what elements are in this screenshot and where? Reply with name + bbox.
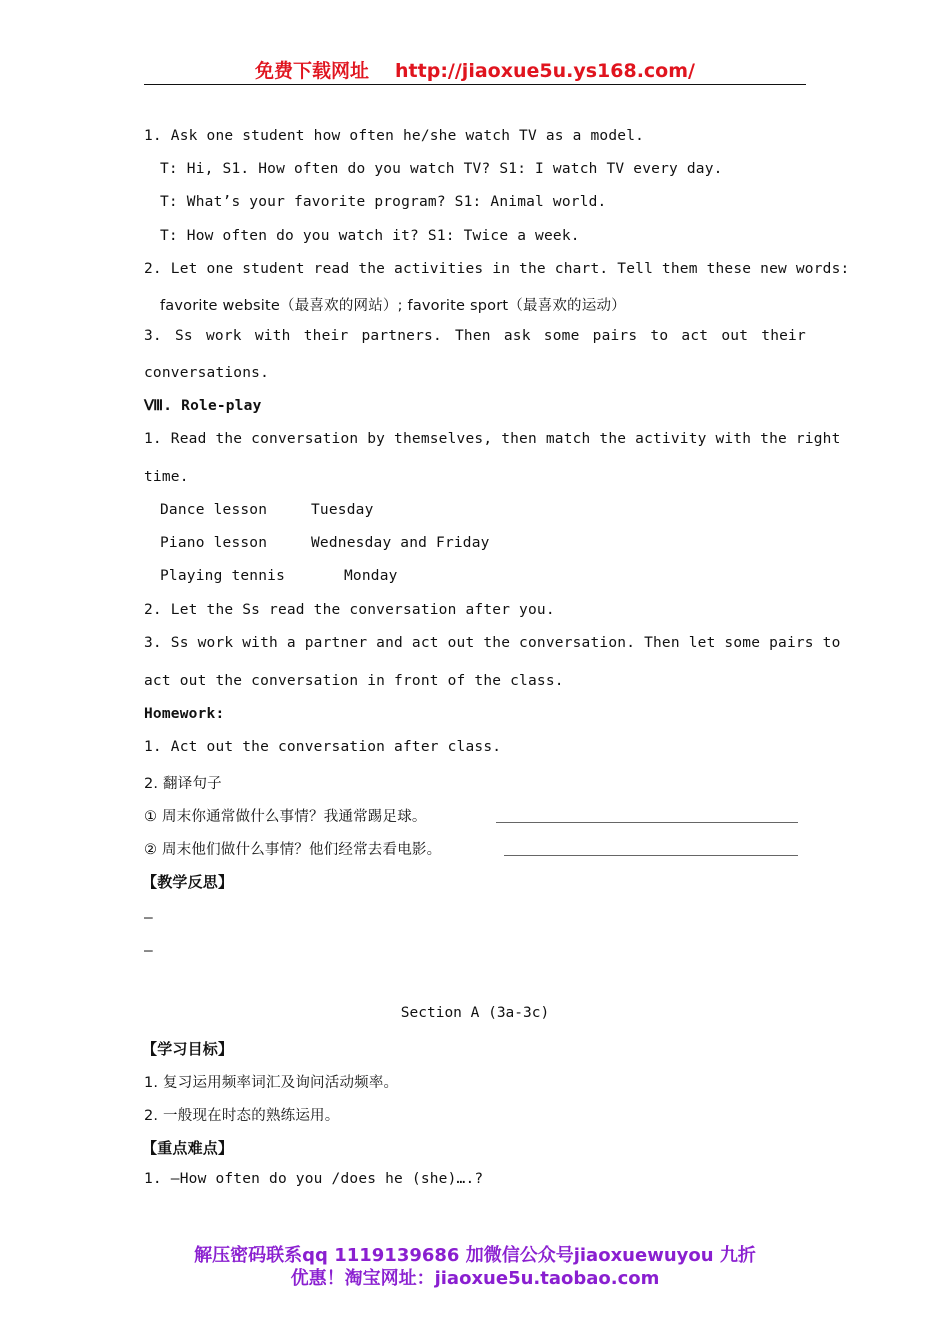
text-line: 2. 一般现在时态的熟练运用。 (144, 1108, 340, 1124)
dash-line: – (144, 943, 153, 959)
justified-word: 3. (144, 328, 162, 344)
justified-word: their (761, 328, 806, 344)
text-line: time. (144, 469, 189, 485)
justified-word: act (681, 328, 709, 344)
text-line: 1. Act out the conversation after class. (144, 739, 502, 755)
text-line: 1. —How often do you /does he (she)….? (144, 1171, 484, 1187)
text-line: 1. Ask one student how often he/she watch TV as a model. (144, 128, 645, 144)
justified-word: some (543, 328, 580, 344)
section-heading: Ⅷ. Role-play (144, 398, 262, 414)
text-line: T: Hi, S1. How often do you watch TV? S1: I watch TV every day. (160, 161, 723, 177)
text-line: 1. 复习运用频率词汇及询问活动频率。 (144, 1075, 399, 1091)
text-line: 2. Let the Ss read the conversation after you. (144, 602, 555, 618)
homework-heading: Homework: (144, 706, 225, 722)
text-line: T: How often do you watch it? S1: Twice a week. (160, 228, 580, 244)
answer-blank[interactable] (504, 855, 798, 856)
justified-word: with (254, 328, 291, 344)
justified-word: work (206, 328, 242, 344)
key-points-heading: 【重点难点】 (142, 1139, 234, 1157)
answer-blank[interactable] (496, 822, 798, 823)
page-header (144, 56, 806, 83)
justified-word: Then (455, 328, 491, 344)
justified-word: ask (503, 328, 531, 344)
justified-word: pairs (592, 328, 638, 344)
goals-heading: 【学习目标】 (142, 1040, 234, 1058)
match-time: Monday (344, 568, 398, 584)
justified-word: out (721, 328, 749, 344)
dash-line: – (144, 910, 153, 926)
text-line: 2. Let one student read the activities in the chart. Tell them these new words: (144, 261, 850, 277)
translate-item: ① 周末你通常做什么事情？我通常踢足球。 (144, 809, 427, 825)
header-rule (144, 84, 806, 85)
text-line: 3. Ss work with a partner and act out the conversation. Then let some pairs to (144, 635, 841, 651)
header-cn: 免费下载网址 (255, 60, 370, 82)
footer-line-1: 解压密码联系qq 1119139686 加微信公众号jiaoxuewuyou 九折 (194, 1245, 756, 1266)
section-title: Section A (3a-3c) (400, 1005, 550, 1021)
reflection-heading: 【教学反思】 (142, 873, 234, 891)
justified-word: Ss (175, 328, 193, 344)
justified-word: their (303, 328, 349, 344)
text-line: favorite website（最喜欢的网站）; favorite sport（最喜欢的运动） (160, 298, 626, 314)
match-time: Tuesday (311, 502, 374, 518)
match-activity: Playing tennis (160, 568, 286, 584)
text-line: act out the conversation in front of the class. (144, 673, 564, 689)
text-line: 1. Read the conversation by themselves, then match the activity with the right (144, 431, 841, 447)
footer-line-2: 优惠！淘宝网址：jiaoxue5u.taobao.com (290, 1268, 660, 1289)
match-activity: Dance lesson (160, 502, 268, 518)
match-activity: Piano lesson (160, 535, 268, 551)
translate-item: ② 周末他们做什么事情？他们经常去看电影。 (144, 842, 442, 858)
match-time: Wednesday and Friday (311, 535, 490, 551)
text-line: T: What’s your favorite program? S1: Animal world. (160, 194, 607, 210)
text-line: conversations. (144, 365, 270, 381)
justified-line (144, 328, 806, 344)
justified-word: to (650, 328, 669, 344)
text-line: 2. 翻译句子 (144, 776, 222, 792)
justified-word: partners. (361, 328, 442, 344)
header-url[interactable]: http://jiaoxue5u.ys168.com/ (395, 60, 695, 82)
